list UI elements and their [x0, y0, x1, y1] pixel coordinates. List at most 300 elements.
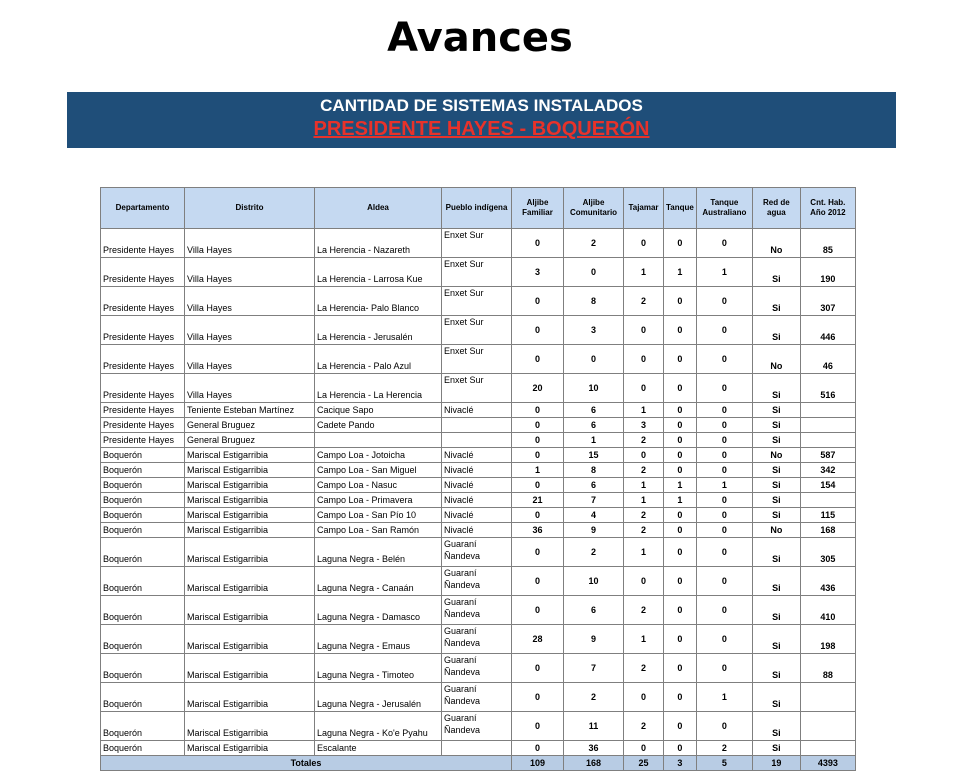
- table-cell: 0: [664, 448, 697, 463]
- table-cell: Si: [752, 403, 800, 418]
- table-cell: 436: [800, 567, 855, 596]
- table-row: [101, 229, 856, 258]
- table-cell: 0: [664, 523, 697, 538]
- table-cell: Laguna Negra - Damasco: [315, 596, 442, 625]
- table-cell: Guaraní Ñandeva: [442, 596, 512, 625]
- table-cell: Si: [752, 596, 800, 625]
- table-cell: Presidente Hayes: [101, 418, 185, 433]
- column-header: Departamento: [101, 188, 185, 229]
- table-cell: Presidente Hayes: [101, 433, 185, 448]
- table-row: [101, 712, 856, 741]
- table-cell: [800, 433, 855, 448]
- table-cell: Boquerón: [101, 523, 185, 538]
- table-cell: 2: [624, 712, 664, 741]
- table-cell: 0: [696, 448, 752, 463]
- table-cell: Nivaclé: [442, 493, 512, 508]
- table-cell: 2: [624, 523, 664, 538]
- table-cell: Si: [752, 418, 800, 433]
- table-cell: Si: [752, 287, 800, 316]
- systems-table-container: [100, 187, 856, 771]
- table-cell: Si: [752, 625, 800, 654]
- table-cell: 305: [800, 538, 855, 567]
- table-cell: 0: [696, 493, 752, 508]
- table-cell: Presidente Hayes: [101, 258, 185, 287]
- table-cell: 10: [564, 567, 624, 596]
- table-cell: Boquerón: [101, 625, 185, 654]
- table-cell: Villa Hayes: [185, 316, 315, 345]
- table-cell: 0: [564, 345, 624, 374]
- table-cell: 0: [696, 345, 752, 374]
- totals-cell: 3: [664, 756, 697, 771]
- table-cell: 154: [800, 478, 855, 493]
- table-cell: 0: [512, 403, 564, 418]
- table-cell: 0: [664, 712, 697, 741]
- table-cell: 28: [512, 625, 564, 654]
- table-cell: 198: [800, 625, 855, 654]
- column-header: Tanque Australiano: [696, 188, 752, 229]
- table-cell: Presidente Hayes: [101, 316, 185, 345]
- table-cell: Guaraní Ñandeva: [442, 683, 512, 712]
- table-row: [101, 287, 856, 316]
- table-row: [101, 538, 856, 567]
- table-cell: 0: [512, 433, 564, 448]
- table-cell: 11: [564, 712, 624, 741]
- table-cell: 446: [800, 316, 855, 345]
- table-row: [101, 316, 856, 345]
- table-cell: 0: [624, 448, 664, 463]
- table-cell: Nivaclé: [442, 508, 512, 523]
- table-cell: Guaraní Ñandeva: [442, 538, 512, 567]
- table-cell: Mariscal Estigarribia: [185, 508, 315, 523]
- table-cell: Mariscal Estigarribia: [185, 625, 315, 654]
- table-cell: 587: [800, 448, 855, 463]
- table-cell: 0: [512, 741, 564, 756]
- table-cell: [800, 683, 855, 712]
- table-cell: 36: [564, 741, 624, 756]
- table-cell: 0: [664, 567, 697, 596]
- table-row: [101, 523, 856, 538]
- table-cell: 0: [696, 712, 752, 741]
- table-cell: 0: [512, 316, 564, 345]
- table-cell: 2: [696, 741, 752, 756]
- table-cell: Boquerón: [101, 683, 185, 712]
- table-cell: 4: [564, 508, 624, 523]
- table-cell: Mariscal Estigarribia: [185, 493, 315, 508]
- table-cell: 115: [800, 508, 855, 523]
- totals-cell: 109: [512, 756, 564, 771]
- table-cell: Mariscal Estigarribia: [185, 523, 315, 538]
- table-cell: Si: [752, 478, 800, 493]
- table-cell: Campo Loa - San Pío 10: [315, 508, 442, 523]
- table-cell: 0: [664, 596, 697, 625]
- table-cell: 2: [624, 433, 664, 448]
- totals-row: [101, 756, 856, 771]
- table-cell: 1: [696, 478, 752, 493]
- table-cell: Villa Hayes: [185, 374, 315, 403]
- table-cell: Si: [752, 741, 800, 756]
- table-cell: 1: [624, 625, 664, 654]
- table-cell: La Herencia- Palo Blanco: [315, 287, 442, 316]
- table-cell: 0: [564, 258, 624, 287]
- table-cell: 1: [564, 433, 624, 448]
- table-cell: Si: [752, 683, 800, 712]
- table-cell: 0: [512, 538, 564, 567]
- table-cell: 9: [564, 625, 624, 654]
- table-cell: 7: [564, 654, 624, 683]
- totals-cell: 168: [564, 756, 624, 771]
- totals-cell: 25: [624, 756, 664, 771]
- table-cell: Laguna Negra - Ko'e Pyahu: [315, 712, 442, 741]
- column-header: Distrito: [185, 188, 315, 229]
- table-cell: 1: [512, 463, 564, 478]
- table-cell: 0: [696, 316, 752, 345]
- table-cell: 0: [664, 463, 697, 478]
- table-cell: [800, 712, 855, 741]
- table-cell: Boquerón: [101, 654, 185, 683]
- table-cell: No: [752, 345, 800, 374]
- table-cell: 46: [800, 345, 855, 374]
- table-cell: 3: [624, 418, 664, 433]
- table-cell: Si: [752, 493, 800, 508]
- table-cell: 0: [696, 625, 752, 654]
- table-cell: Boquerón: [101, 463, 185, 478]
- table-cell: Escalante: [315, 741, 442, 756]
- totals-label: Totales: [101, 756, 512, 771]
- table-cell: [800, 403, 855, 418]
- table-cell: 342: [800, 463, 855, 478]
- table-cell: 168: [800, 523, 855, 538]
- table-cell: Villa Hayes: [185, 258, 315, 287]
- table-cell: Si: [752, 508, 800, 523]
- table-row: [101, 596, 856, 625]
- table-cell: 88: [800, 654, 855, 683]
- table-row: [101, 567, 856, 596]
- table-cell: 0: [664, 654, 697, 683]
- table-cell: 0: [512, 229, 564, 258]
- table-cell: 2: [624, 508, 664, 523]
- table-cell: Teniente Esteban Martínez: [185, 403, 315, 418]
- table-cell: 0: [512, 448, 564, 463]
- table-cell: Mariscal Estigarribia: [185, 567, 315, 596]
- table-cell: Presidente Hayes: [101, 287, 185, 316]
- table-cell: 0: [512, 418, 564, 433]
- table-cell: Guaraní Ñandeva: [442, 654, 512, 683]
- table-cell: 0: [664, 625, 697, 654]
- table-cell: Nivaclé: [442, 448, 512, 463]
- table-cell: No: [752, 229, 800, 258]
- banner-heading: CANTIDAD DE SISTEMAS INSTALADOS: [320, 96, 643, 115]
- table-cell: Nivaclé: [442, 403, 512, 418]
- table-cell: Boquerón: [101, 538, 185, 567]
- table-row: [101, 258, 856, 287]
- table-cell: 1: [624, 538, 664, 567]
- table-cell: Enxet Sur: [442, 345, 512, 374]
- table-cell: Campo Loa - Jotoicha: [315, 448, 442, 463]
- table-cell: 2: [624, 463, 664, 478]
- table-cell: 516: [800, 374, 855, 403]
- table-cell: No: [752, 523, 800, 538]
- table-cell: [800, 493, 855, 508]
- table-cell: 307: [800, 287, 855, 316]
- table-cell: Enxet Sur: [442, 229, 512, 258]
- table-cell: 0: [624, 345, 664, 374]
- table-cell: 1: [664, 478, 697, 493]
- table-cell: 0: [664, 374, 697, 403]
- table-cell: 0: [624, 741, 664, 756]
- table-cell: 9: [564, 523, 624, 538]
- table-cell: 8: [564, 463, 624, 478]
- table-cell: 1: [696, 258, 752, 287]
- table-cell: Laguna Negra - Jerusalén: [315, 683, 442, 712]
- column-header: Red de agua: [752, 188, 800, 229]
- table-cell: 1: [664, 258, 697, 287]
- totals-cell: 19: [752, 756, 800, 771]
- systems-table: [100, 187, 856, 771]
- table-cell: 36: [512, 523, 564, 538]
- table-cell: 190: [800, 258, 855, 287]
- table-cell: La Herencia - Jerusalén: [315, 316, 442, 345]
- table-cell: Guaraní Ñandeva: [442, 567, 512, 596]
- table-row: [101, 493, 856, 508]
- table-cell: 0: [512, 712, 564, 741]
- table-cell: 3: [512, 258, 564, 287]
- table-cell: Guaraní Ñandeva: [442, 712, 512, 741]
- table-cell: 0: [664, 316, 697, 345]
- table-cell: 0: [664, 741, 697, 756]
- table-cell: 0: [624, 567, 664, 596]
- table-cell: Mariscal Estigarribia: [185, 448, 315, 463]
- table-cell: Guaraní Ñandeva: [442, 625, 512, 654]
- table-cell: La Herencia - Nazareth: [315, 229, 442, 258]
- table-header-row: [101, 188, 856, 229]
- table-cell: [800, 741, 855, 756]
- table-cell: 0: [664, 683, 697, 712]
- table-row: [101, 478, 856, 493]
- table-cell: Si: [752, 463, 800, 478]
- table-cell: 0: [696, 433, 752, 448]
- table-cell: Nivaclé: [442, 523, 512, 538]
- table-cell: 6: [564, 478, 624, 493]
- table-row: [101, 345, 856, 374]
- table-cell: Nivaclé: [442, 463, 512, 478]
- table-cell: Villa Hayes: [185, 345, 315, 374]
- table-row: [101, 683, 856, 712]
- table-row: [101, 433, 856, 448]
- table-cell: 8: [564, 287, 624, 316]
- table-cell: Boquerón: [101, 508, 185, 523]
- table-banner: [67, 92, 896, 148]
- table-row: [101, 625, 856, 654]
- table-cell: 0: [624, 316, 664, 345]
- table-cell: Nivaclé: [442, 478, 512, 493]
- table-cell: [442, 418, 512, 433]
- table-cell: Si: [752, 538, 800, 567]
- table-cell: Boquerón: [101, 493, 185, 508]
- table-cell: [800, 418, 855, 433]
- table-cell: No: [752, 448, 800, 463]
- table-cell: Mariscal Estigarribia: [185, 712, 315, 741]
- table-cell: 0: [512, 596, 564, 625]
- table-cell: 7: [564, 493, 624, 508]
- table-cell: 0: [624, 229, 664, 258]
- table-cell: 0: [696, 567, 752, 596]
- table-cell: 1: [624, 403, 664, 418]
- table-cell: La Herencia - Palo Azul: [315, 345, 442, 374]
- table-row: [101, 374, 856, 403]
- table-cell: 0: [696, 508, 752, 523]
- table-cell: Boquerón: [101, 741, 185, 756]
- table-cell: 0: [512, 287, 564, 316]
- table-cell: 2: [624, 654, 664, 683]
- table-cell: Si: [752, 433, 800, 448]
- table-row: [101, 448, 856, 463]
- table-cell: 0: [696, 523, 752, 538]
- table-cell: 1: [624, 258, 664, 287]
- table-cell: 0: [512, 567, 564, 596]
- table-cell: 1: [624, 478, 664, 493]
- table-cell: 410: [800, 596, 855, 625]
- table-cell: 0: [512, 345, 564, 374]
- table-cell: 1: [624, 493, 664, 508]
- table-cell: 6: [564, 418, 624, 433]
- table-cell: 0: [664, 538, 697, 567]
- table-cell: Boquerón: [101, 478, 185, 493]
- table-cell: [442, 433, 512, 448]
- table-cell: General Bruguez: [185, 418, 315, 433]
- table-cell: 2: [564, 538, 624, 567]
- table-cell: 0: [664, 345, 697, 374]
- column-header: Tanque: [664, 188, 697, 229]
- table-cell: Campo Loa - Nasuc: [315, 478, 442, 493]
- table-cell: [442, 741, 512, 756]
- table-cell: Enxet Sur: [442, 258, 512, 287]
- table-cell: 20: [512, 374, 564, 403]
- table-cell: Campo Loa - San Ramón: [315, 523, 442, 538]
- table-cell: Laguna Negra - Canaán: [315, 567, 442, 596]
- table-cell: Cacique Sapo: [315, 403, 442, 418]
- table-cell: 0: [664, 418, 697, 433]
- table-cell: 0: [512, 478, 564, 493]
- totals-cell: 5: [696, 756, 752, 771]
- banner-subheading: PRESIDENTE HAYES - BOQUERÓN: [313, 118, 650, 140]
- table-cell: 0: [696, 229, 752, 258]
- table-cell: 0: [696, 403, 752, 418]
- table-cell: Boquerón: [101, 567, 185, 596]
- table-cell: Villa Hayes: [185, 287, 315, 316]
- column-header: Aldea: [315, 188, 442, 229]
- table-cell: Si: [752, 374, 800, 403]
- table-cell: 0: [696, 654, 752, 683]
- table-cell: 0: [512, 683, 564, 712]
- table-cell: Campo Loa - Primavera: [315, 493, 442, 508]
- table-cell: 0: [512, 508, 564, 523]
- table-row: [101, 463, 856, 478]
- table-cell: Presidente Hayes: [101, 403, 185, 418]
- table-cell: 2: [624, 596, 664, 625]
- table-cell: Mariscal Estigarribia: [185, 654, 315, 683]
- table-cell: 1: [696, 683, 752, 712]
- table-cell: 2: [624, 287, 664, 316]
- table-row: [101, 418, 856, 433]
- totals-cell: 4393: [800, 756, 855, 771]
- table-cell: 2: [564, 683, 624, 712]
- table-cell: 0: [664, 229, 697, 258]
- table-cell: Laguna Negra - Emaus: [315, 625, 442, 654]
- table-cell: 6: [564, 596, 624, 625]
- table-cell: Boquerón: [101, 596, 185, 625]
- table-cell: 0: [696, 463, 752, 478]
- column-header: Cnt. Hab. Año 2012: [800, 188, 855, 229]
- table-cell: Si: [752, 316, 800, 345]
- table-cell: 21: [512, 493, 564, 508]
- table-cell: Si: [752, 654, 800, 683]
- table-cell: 0: [696, 374, 752, 403]
- table-cell: Mariscal Estigarribia: [185, 463, 315, 478]
- table-cell: Mariscal Estigarribia: [185, 596, 315, 625]
- table-cell: Mariscal Estigarribia: [185, 538, 315, 567]
- table-cell: Laguna Negra - Belén: [315, 538, 442, 567]
- table-cell: 0: [696, 418, 752, 433]
- table-cell: Villa Hayes: [185, 229, 315, 258]
- table-cell: [315, 433, 442, 448]
- column-header: Tajamar: [624, 188, 664, 229]
- column-header: Pueblo indígena: [442, 188, 512, 229]
- table-row: [101, 508, 856, 523]
- table-cell: Enxet Sur: [442, 287, 512, 316]
- page-title: Avances: [387, 15, 573, 61]
- table-cell: 0: [696, 287, 752, 316]
- table-cell: 0: [624, 683, 664, 712]
- column-header: Aljibe Comunitario: [564, 188, 624, 229]
- table-row: [101, 403, 856, 418]
- table-cell: Si: [752, 712, 800, 741]
- table-cell: 0: [696, 596, 752, 625]
- table-cell: 0: [624, 374, 664, 403]
- table-cell: 85: [800, 229, 855, 258]
- table-cell: Mariscal Estigarribia: [185, 683, 315, 712]
- table-cell: La Herencia - La Herencia: [315, 374, 442, 403]
- table-cell: 3: [564, 316, 624, 345]
- table-cell: 15: [564, 448, 624, 463]
- table-cell: Presidente Hayes: [101, 374, 185, 403]
- table-cell: Boquerón: [101, 448, 185, 463]
- table-cell: 1: [664, 493, 697, 508]
- table-row: [101, 741, 856, 756]
- table-cell: 0: [664, 287, 697, 316]
- table-cell: Mariscal Estigarribia: [185, 741, 315, 756]
- table-cell: 0: [664, 433, 697, 448]
- table-cell: La Herencia - Larrosa Kue: [315, 258, 442, 287]
- table-cell: Enxet Sur: [442, 374, 512, 403]
- table-cell: Presidente Hayes: [101, 345, 185, 374]
- table-cell: Presidente Hayes: [101, 229, 185, 258]
- table-cell: Si: [752, 258, 800, 287]
- table-cell: 0: [664, 403, 697, 418]
- table-cell: Mariscal Estigarribia: [185, 478, 315, 493]
- table-cell: 0: [696, 538, 752, 567]
- table-cell: General Bruguez: [185, 433, 315, 448]
- table-cell: 0: [512, 654, 564, 683]
- table-cell: 2: [564, 229, 624, 258]
- table-cell: Laguna Negra - Timoteo: [315, 654, 442, 683]
- table-cell: Campo Loa - San Miguel: [315, 463, 442, 478]
- table-cell: Boquerón: [101, 712, 185, 741]
- table-cell: Cadete Pando: [315, 418, 442, 433]
- table-cell: 0: [664, 508, 697, 523]
- table-cell: Si: [752, 567, 800, 596]
- table-body: [101, 229, 856, 756]
- column-header: Aljibe Familiar: [512, 188, 564, 229]
